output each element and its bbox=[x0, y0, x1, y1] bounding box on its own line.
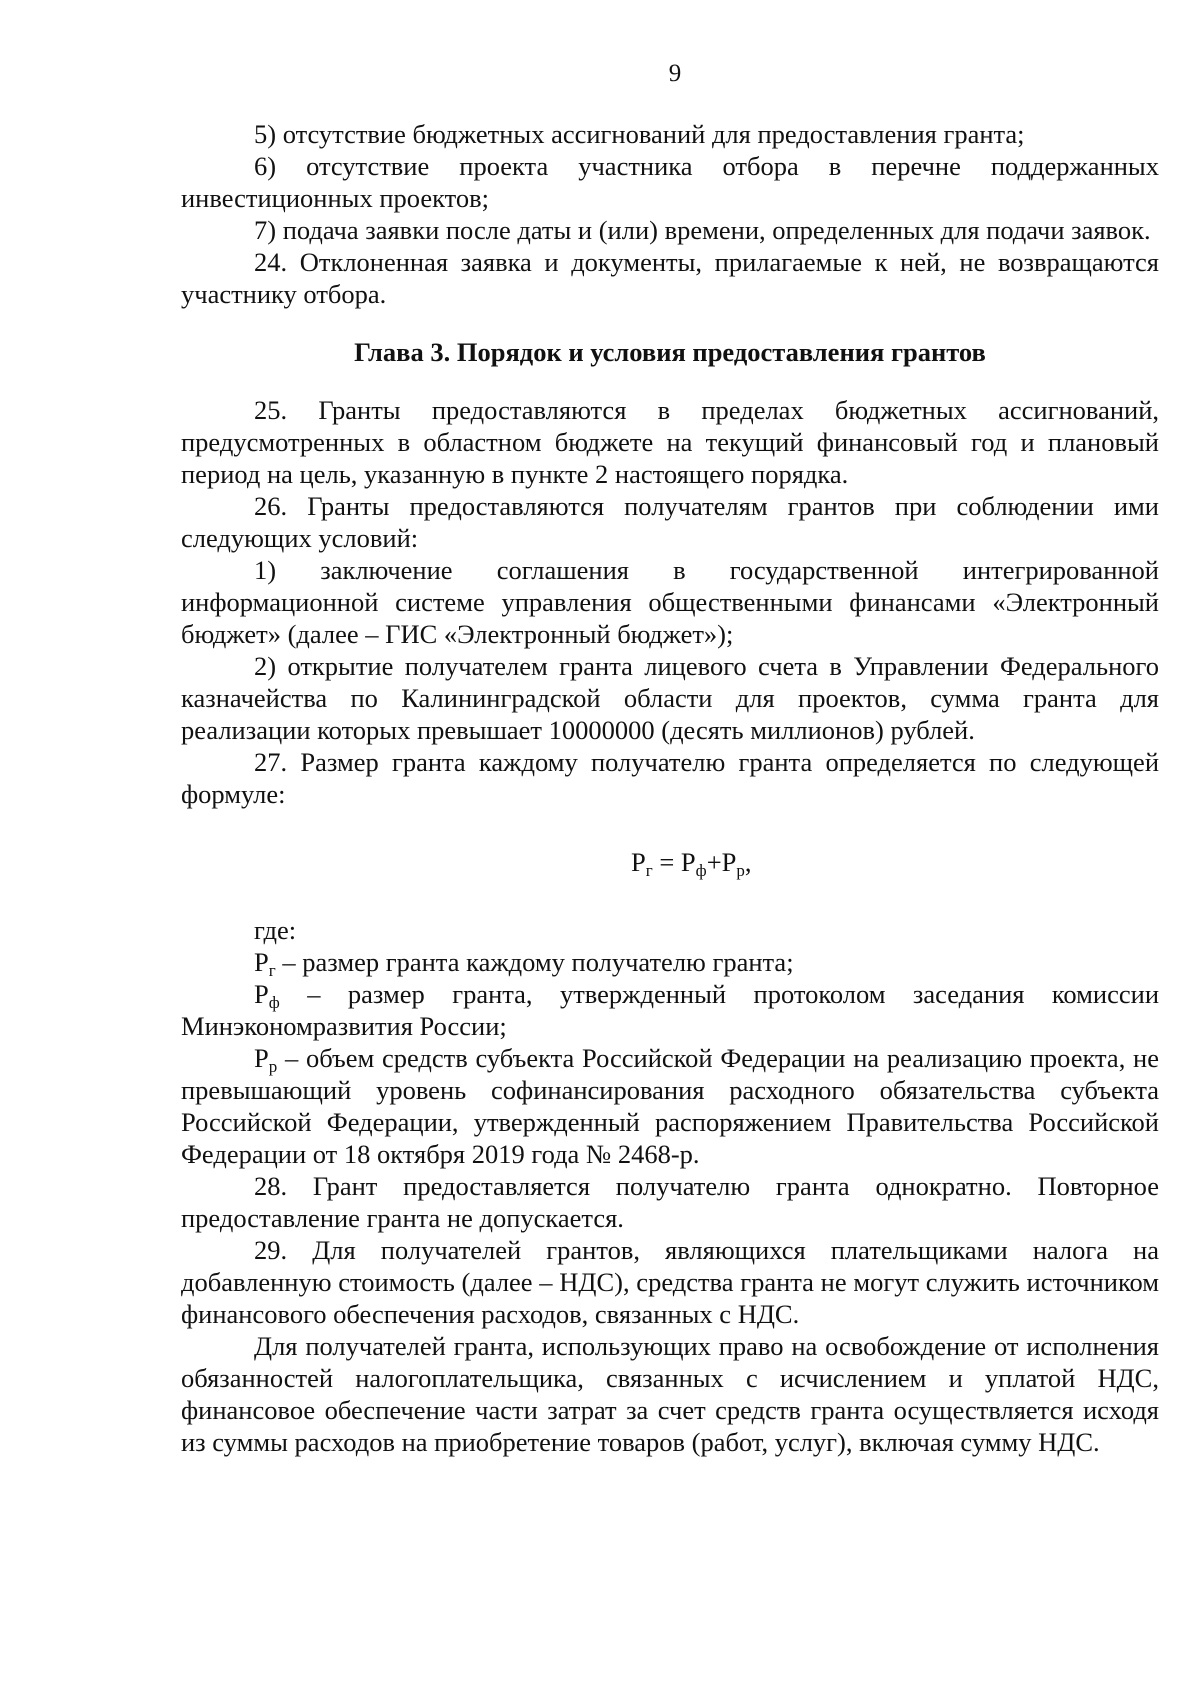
formula-subscript: ф bbox=[695, 861, 707, 880]
paragraph-27: 27. Размер гранта каждому получателю гранта определяется по следующей формуле: bbox=[181, 747, 1159, 809]
document-body bbox=[181, 118, 1159, 1458]
definition-text: – размер гранта, утвержденный протоколом заседания комиссии Минэкономразвития России; bbox=[181, 979, 1159, 1041]
definition-symbol: P bbox=[254, 1043, 269, 1073]
paragraph-25: 25. Гранты предоставляются в пределах бюджетных ассигнований, предусмотренных в областном бюджете на текущий финансовый год и плановый период на цель, указанную в пункте 2 настоящего порядка. bbox=[181, 395, 1159, 489]
definition-symbol: P bbox=[254, 947, 269, 977]
definition-pg bbox=[181, 946, 1159, 978]
paragraph-29-vat-exemption: Для получателей гранта, использующих право на освобождение от исполнения обязанностей налогоплательщика, связанных с исчислением и уплатой НДС, финансовое обеспечение части затрат за счет средств гранта осуществляется исходя из суммы расходов на приобретение товаров (работ, услуг), включая сумму НДС. bbox=[181, 1331, 1159, 1457]
definition-pr bbox=[181, 1042, 1159, 1170]
paragraph-26-item-2: 2) открытие получателем гранта лицевого счета в Управлении Федерального казначейства по Калининградской области для проектов, сумма гранта для реализации которых превышает 10000000 (десять миллионов) рублей. bbox=[181, 651, 1159, 745]
paragraph-item-7: 7) подача заявки после даты и (или) времени, определенных для подачи заявок. bbox=[254, 215, 1151, 245]
paragraph-item-6: 6) отсутствие проекта участника отбора в перечне поддержанных инвестиционных проектов; bbox=[181, 151, 1159, 213]
paragraph-26-item-1: 1) заключение соглашения в государственной интегрированной информационной системе управления общественными финансами «Электронный бюджет» (далее – ГИС «Электронный бюджет»); bbox=[181, 555, 1159, 649]
where-label: где: bbox=[254, 915, 297, 945]
chapter-heading: Глава 3. Порядок и условия предоставления грантов bbox=[354, 337, 986, 367]
formula-symbol: P bbox=[631, 847, 646, 877]
definition-symbol: P bbox=[254, 979, 269, 1009]
definition-text: – размер гранта каждому получателю гранта; bbox=[275, 947, 794, 977]
paragraph-24: 24. Отклоненная заявка и документы, прилагаемые к ней, не возвращаются участнику отбора. bbox=[181, 247, 1159, 309]
paragraph-26: 26. Гранты предоставляются получателям грантов при соблюдении ими следующих условий: bbox=[181, 491, 1159, 553]
definition-text: – объем средств субъекта Российской Федерации на реализацию проекта, не превышающий уровень софинансирования расходного обязательства субъекта Российской Федерации, утвержденный распоряжением Правительства Российской Федерации от 18 октября 2019 года № 2468-р. bbox=[181, 1043, 1159, 1169]
formula-equals: = P bbox=[652, 847, 696, 877]
formula-end: , bbox=[744, 847, 752, 877]
page-number: 9 bbox=[668, 60, 682, 87]
definition-subscript: ф bbox=[268, 993, 280, 1012]
formula-plus: +P bbox=[706, 847, 737, 877]
paragraph-28: 28. Грант предоставляется получателю гранта однократно. Повторное предоставление гранта не допускается. bbox=[181, 1171, 1159, 1233]
formula-subscript: р bbox=[736, 861, 745, 880]
definition-subscript: г bbox=[268, 961, 276, 980]
formula-subscript: г bbox=[645, 861, 653, 880]
grant-formula bbox=[181, 846, 1159, 878]
definition-subscript: р bbox=[268, 1057, 278, 1076]
paragraph-29: 29. Для получателей грантов, являющихся плательщиками налога на добавленную стоимость (далее – НДС), средства гранта не могут служить источником финансового обеспечения расходов, связанных с НДС. bbox=[181, 1235, 1159, 1329]
definition-pf bbox=[181, 978, 1159, 1042]
paragraph-item-5: 5) отсутствие бюджетных ассигнований для предоставления гранта; bbox=[254, 119, 1025, 149]
